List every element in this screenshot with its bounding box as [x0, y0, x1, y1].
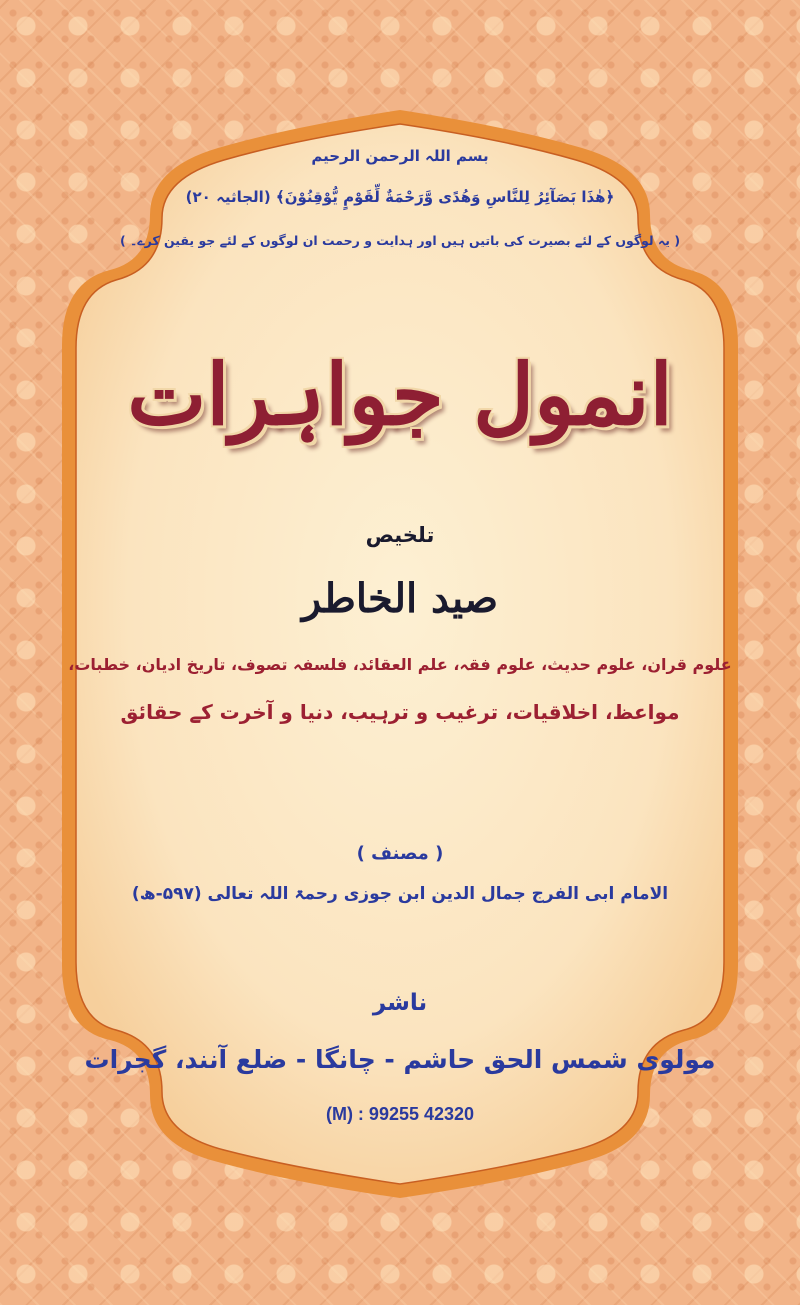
topics-line-2: مواعظ، اخلاقیات، ترغیب و ترہیب، دنیا و آخرت کے حقائق [120, 700, 680, 724]
publisher-phone: (M) : 99255 42320 [325, 1104, 475, 1124]
quran-verse: ﴿هٰذَا بَصَآئِرُ لِلنَّاسِ وَهُدًى وَّرَحْمَةٌ لِّقَوْمٍ يُّوْقِنُوْنَ﴾ (الجاثیہ ۲۰) [185, 188, 615, 206]
book-title: انمول جواہرات [127, 345, 673, 444]
author-label: ( مصنف ) [356, 843, 444, 864]
author-name: الامام ابی الفرج جمال الدین ابن جوزی رحمۃ اللہ تعالی (۵۹۷-ھ) [131, 884, 669, 904]
publisher-label: ناشر [372, 990, 428, 1016]
topics-line-1: علوم قران، علوم حدیث، علوم فقہ، علم العقائد، فلسفہ تصوف، تاریخ ادیان، خطبات، [68, 655, 732, 674]
bismillah-text: بسم اللہ الرحمن الرحیم [311, 147, 489, 165]
talkhis-label: تلخیص [365, 523, 435, 547]
book-subtitle: صید الخاطر [301, 575, 499, 622]
publisher-name: مولوی شمس الحق حاشم - چانگا - ضلع آنند، گجرات [84, 1045, 716, 1074]
verse-translation: ( یہ لوگوں کے لئے بصیرت کی باتیں ہیں اور ہدایت و رحمت ان لوگوں کے لئے جو یقین کرے۔ ) [119, 233, 681, 248]
